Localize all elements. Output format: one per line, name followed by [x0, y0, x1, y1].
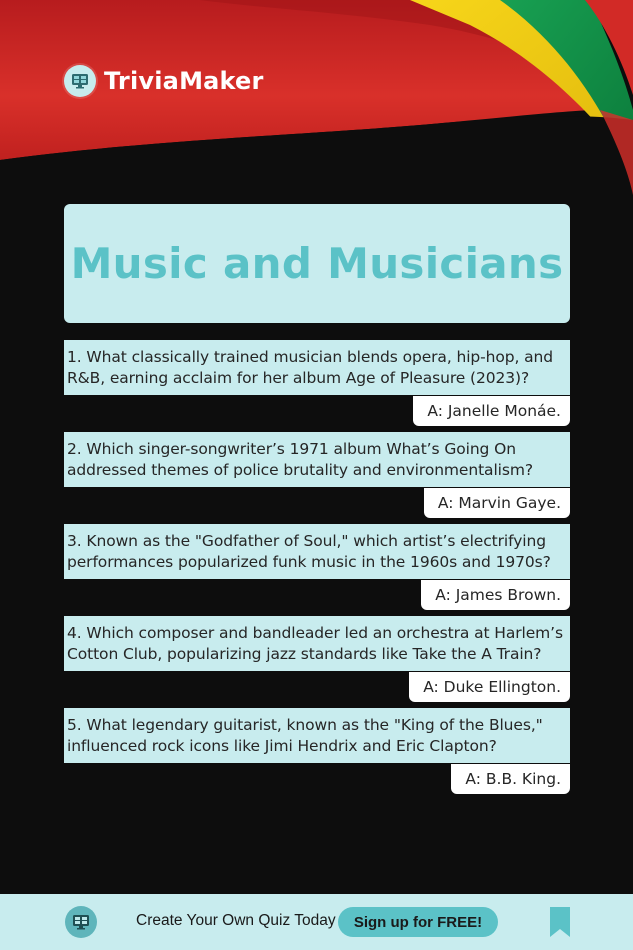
answer-text: A: Janelle Monáe. [413, 396, 570, 426]
logo[interactable] [64, 64, 264, 98]
question-item [64, 340, 570, 420]
bookmark-icon[interactable] [550, 907, 570, 937]
title-card [64, 204, 570, 323]
answer-text: A: Duke Ellington. [409, 672, 570, 702]
answer-text: A: James Brown. [421, 580, 570, 610]
question-item [64, 616, 570, 696]
footer-bar [0, 894, 633, 950]
question-text: 5. What legendary guitarist, known as the "King of the Blues," influenced rock icons like Jimi Hendrix and Eric Clapton? [64, 708, 570, 763]
question-text: 1. What classically trained musician blends opera, hip-hop, and R&B, earning acclaim for her album Age of Pleasure (2023)? [64, 340, 570, 395]
question-item [64, 708, 570, 788]
monitor-icon [64, 65, 96, 97]
answer-text: A: Marvin Gaye. [424, 488, 570, 518]
question-item [64, 524, 570, 604]
brand-name: TriviaMaker [104, 67, 264, 95]
footer-tagline: Create Your Own Quiz Today [136, 912, 336, 929]
question-item [64, 432, 570, 512]
signup-button[interactable]: Sign up for FREE! [338, 907, 498, 937]
question-text: 3. Known as the "Godfather of Soul," which artist’s electrifying performances popularized funk music in the 1960s and 1970s? [64, 524, 570, 579]
page-title: Music and Musicians [70, 239, 564, 288]
background-ribbons [0, 0, 633, 210]
question-text: 2. Which singer-songwriter’s 1971 album What’s Going On addressed themes of police brutality and environmentalism? [64, 432, 570, 487]
monitor-icon[interactable] [65, 906, 97, 938]
question-text: 4. Which composer and bandleader led an orchestra at Harlem’s Cotton Club, popularizing jazz standards like Take the A Train? [64, 616, 570, 671]
answer-text: A: B.B. King. [451, 764, 570, 794]
